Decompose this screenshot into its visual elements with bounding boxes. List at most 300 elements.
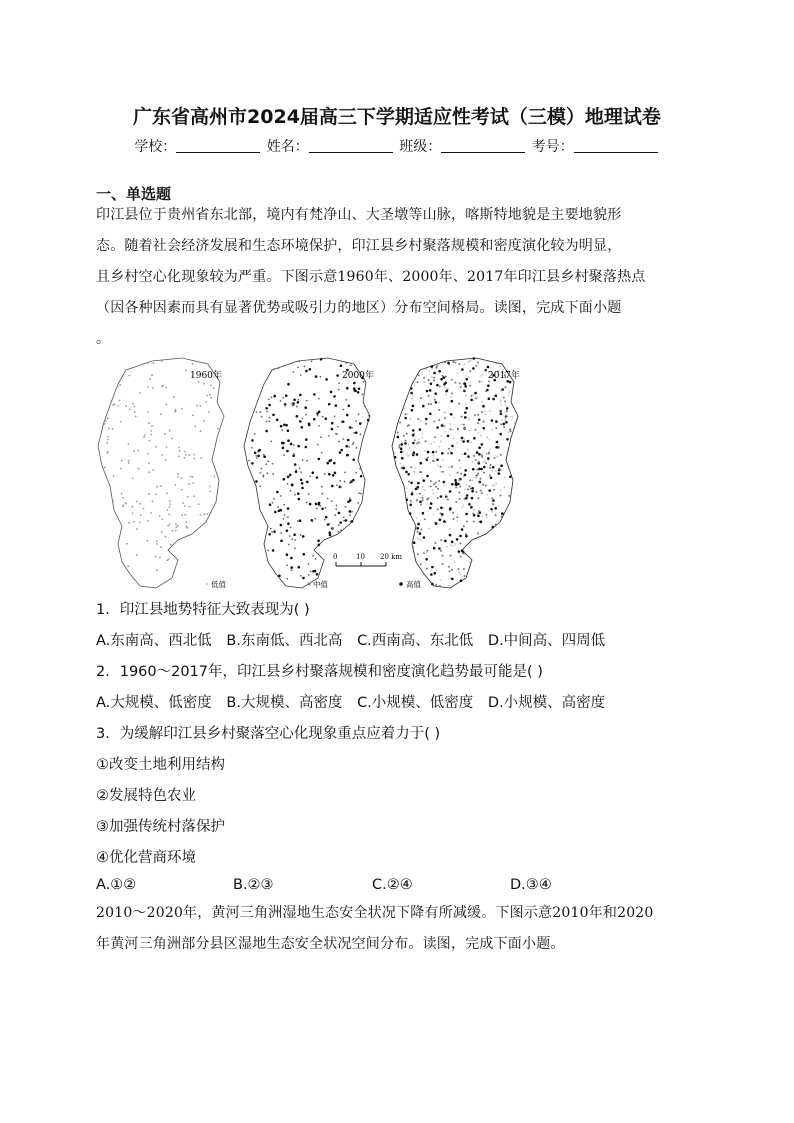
settlement-dot [458, 571, 460, 573]
settlement-dot [472, 394, 474, 396]
settlement-dot [286, 578, 288, 580]
settlement-dot [461, 416, 463, 418]
settlement-dot [268, 398, 270, 400]
settlement-dot [306, 460, 308, 462]
passage-line: 态。随着社会经济发展和生态环境保护，印江县乡村聚落规模和密度演化较为明显， [96, 238, 622, 254]
settlement-dot [122, 497, 124, 499]
settlement-dot [290, 566, 293, 569]
settlement-dot [439, 523, 441, 525]
q2-option-a[interactable]: A.大规模、低密度 [96, 695, 212, 711]
settlement-dot [328, 531, 331, 534]
settlement-dot [368, 415, 370, 417]
settlement-dot [350, 365, 352, 367]
settlement-dot [482, 427, 485, 430]
settlement-dot [465, 395, 467, 397]
settlement-dot [152, 500, 154, 502]
settlement-dot [271, 396, 273, 398]
settlement-dot [411, 501, 413, 503]
settlement-dot [434, 572, 437, 575]
class-blank[interactable] [441, 138, 525, 153]
settlement-dot [490, 367, 492, 369]
settlement-dot [495, 523, 497, 525]
settlement-dot [449, 451, 451, 453]
settlement-dot [451, 396, 453, 398]
settlement-dot [112, 501, 114, 503]
settlement-dot [308, 423, 311, 426]
settlement-dot [404, 442, 407, 445]
settlement-dot [484, 410, 486, 412]
settlement-dot [477, 497, 479, 499]
q2-option-d[interactable]: D.小规模、高密度 [487, 695, 606, 711]
settlement-dot [260, 468, 262, 470]
settlement-dot [196, 405, 198, 407]
settlement-dot [453, 518, 455, 520]
settlement-dot [478, 453, 481, 456]
settlement-dot [426, 498, 428, 500]
settlement-dot [150, 430, 152, 432]
settlement-dot [147, 520, 149, 522]
settlement-dot [352, 458, 355, 461]
settlement-dot [500, 399, 502, 401]
settlement-dot [469, 419, 471, 421]
settlement-dot [345, 362, 347, 364]
settlement-dot [422, 495, 424, 497]
settlement-dot [496, 483, 498, 485]
settlement-dot [128, 375, 130, 377]
settlement-dot [179, 450, 181, 452]
settlement-dot [286, 450, 289, 453]
settlement-dot [492, 503, 494, 505]
settlement-dot [178, 455, 180, 457]
settlement-dot [181, 477, 183, 479]
settlement-dot [478, 510, 480, 512]
settlement-dot [475, 397, 477, 399]
settlement-dot [148, 462, 150, 464]
settlement-dot [182, 502, 184, 504]
settlement-dot [453, 417, 455, 419]
settlement-dot [448, 566, 450, 568]
settlement-dot [328, 473, 331, 476]
settlement-dot [459, 486, 461, 488]
settlement-dot [500, 410, 502, 412]
settlement-dot [351, 427, 353, 429]
section-heading: 一、单选题 [96, 185, 172, 203]
settlement-dot [450, 475, 452, 477]
settlement-dot [298, 361, 300, 363]
settlement-dot [283, 504, 285, 506]
settlement-dot [435, 486, 437, 488]
settlement-dot [464, 385, 467, 388]
legend-high-symbol [399, 582, 403, 586]
settlement-dot [174, 409, 176, 411]
settlement-dot [272, 473, 274, 475]
number-blank[interactable] [574, 138, 658, 153]
settlement-dot [134, 406, 136, 408]
settlement-dot [470, 359, 472, 361]
settlement-dot [280, 524, 283, 527]
settlement-dot [429, 413, 432, 416]
settlement-dot [459, 535, 462, 538]
settlement-dot [294, 548, 296, 550]
q1-option-b[interactable]: B.东南低、西北高 [226, 633, 343, 649]
settlement-dot [190, 476, 192, 478]
settlement-dot [200, 457, 202, 459]
settlement-dot [463, 389, 465, 391]
settlement-dot [259, 472, 261, 474]
settlement-dot [155, 494, 157, 496]
settlement-dot [347, 439, 350, 442]
settlement-dot [488, 439, 490, 441]
settlement-dot [444, 387, 446, 389]
settlement-dot [468, 503, 471, 506]
settlement-dot [438, 480, 440, 482]
settlement-dot [423, 536, 426, 539]
settlement-dot [348, 446, 350, 448]
settlement-dot [138, 468, 140, 470]
settlement-dot [406, 487, 408, 489]
settlement-dot [488, 489, 491, 492]
settlement-dot [147, 453, 149, 455]
settlement-dot [428, 395, 430, 397]
settlement-dot [351, 511, 353, 513]
settlement-dot [305, 438, 308, 441]
settlement-dot [495, 420, 498, 423]
settlement-dot [409, 447, 411, 449]
settlement-dot [270, 528, 272, 530]
settlement-dot [417, 489, 419, 491]
settlement-dot [501, 512, 504, 515]
settlement-dot [184, 514, 186, 516]
settlement-dot [492, 429, 494, 431]
settlement-dot [442, 563, 444, 565]
settlement-dot [438, 419, 440, 421]
settlement-dot [483, 466, 486, 469]
settlement-dot [500, 495, 502, 497]
settlement-dot [107, 417, 109, 419]
settlement-dot [455, 362, 457, 364]
settlement-dot [175, 526, 177, 528]
settlement-dot [404, 418, 406, 420]
settlement-dot [318, 425, 320, 427]
settlement-dot [267, 550, 269, 552]
settlement-dot [505, 421, 508, 424]
settlement-dot [209, 486, 211, 488]
settlement-dot [508, 392, 510, 394]
settlement-dot [441, 452, 444, 455]
settlement-dot [414, 439, 416, 441]
map-label-2017: 2017年 [488, 371, 520, 381]
settlement-dot [297, 492, 300, 495]
settlement-dot [296, 406, 298, 408]
settlement-dot [316, 573, 319, 576]
settlement-dot [278, 367, 280, 369]
settlement-dot [485, 390, 487, 392]
settlement-dot [306, 481, 309, 484]
settlement-dot [474, 392, 477, 395]
settlement-dot [308, 574, 310, 576]
settlement-dot [422, 512, 425, 515]
settlement-dot [337, 426, 339, 428]
settlement-dot [461, 423, 463, 425]
settlement-dot [286, 564, 288, 566]
settlement-dot [410, 387, 413, 390]
settlement-dot [477, 432, 479, 434]
settlement-dot [305, 370, 308, 373]
settlement-dot [404, 440, 406, 442]
settlement-dot [426, 552, 428, 554]
settlement-dot [210, 384, 212, 386]
settlement-dot [458, 363, 460, 365]
settlement-dot [149, 440, 151, 442]
settlement-dot [487, 366, 490, 369]
settlement-dot [452, 429, 454, 431]
settlement-dot [463, 476, 465, 478]
settlement-dot [309, 368, 312, 371]
settlement-dot [495, 514, 497, 516]
settlement-dot [408, 481, 410, 483]
settlement-dot [331, 428, 334, 431]
settlement-dot [335, 508, 337, 510]
settlement-dot [514, 422, 516, 424]
settlement-dot [107, 452, 109, 454]
settlement-dot [148, 422, 150, 424]
settlement-dot [315, 503, 318, 506]
settlement-dot [476, 469, 478, 471]
settlement-dot [439, 386, 441, 388]
settlement-dot [463, 505, 465, 507]
q2-option-b[interactable]: B.大规模、高密度 [226, 695, 343, 711]
settlement-dot [362, 393, 364, 395]
settlement-dot [495, 362, 497, 364]
settlement-dot [278, 575, 281, 578]
settlement-dot [460, 556, 462, 558]
question-2-stem: 2．1960～2017年，印江县乡村聚落规模和密度演化趋势最可能是( ) [96, 664, 543, 680]
settlement-dot [441, 516, 443, 518]
settlement-dot [184, 457, 186, 459]
settlement-dot [464, 383, 467, 386]
settlement-dot [400, 451, 403, 454]
passage-line: 且乡村空心化现象较为严重。下图示意1960年、2000年、2017年印江县乡村聚落热点 [96, 269, 646, 285]
settlement-dot [471, 490, 474, 493]
q2-option-c[interactable]: C.小规模、低密度 [357, 695, 474, 711]
settlement-dot [336, 505, 338, 507]
settlement-dot [426, 550, 428, 552]
settlement-dot [473, 455, 475, 457]
settlement-dot [345, 519, 348, 522]
settlement-dot [299, 519, 302, 522]
settlement-dot [433, 372, 436, 375]
settlement-dot [435, 451, 437, 453]
name-blank[interactable] [309, 138, 393, 153]
q3-option-c[interactable]: C.②④ [372, 877, 413, 893]
settlement-dot [318, 458, 321, 461]
settlement-dot [476, 451, 479, 454]
settlement-dot [335, 433, 337, 435]
settlement-dot [293, 404, 295, 406]
settlement-dot [210, 397, 212, 399]
settlement-dot [503, 426, 505, 428]
settlement-dot [464, 488, 466, 490]
settlement-dot [458, 553, 460, 555]
settlement-dot [155, 446, 157, 448]
settlement-dot [112, 428, 114, 430]
settlement-dot [440, 539, 442, 541]
settlement-dot [444, 417, 446, 419]
settlement-dot [422, 486, 424, 488]
settlement-dot [280, 425, 283, 428]
settlement-dot [327, 498, 329, 500]
settlement-dot [185, 521, 187, 523]
settlement-dot [343, 517, 345, 519]
settlement-dot [280, 540, 283, 543]
settlement-dot [432, 454, 434, 456]
settlement-dot [428, 379, 430, 381]
settlement-dot [139, 503, 141, 505]
settlement-dot [194, 454, 196, 456]
settlement-dot [510, 491, 512, 493]
settlement-dot [454, 483, 457, 486]
settlement-dot [430, 403, 432, 405]
settlement-dot [469, 479, 471, 481]
q1-option-c[interactable]: C.西南高、东北低 [357, 633, 474, 649]
settlement-dot [348, 405, 351, 408]
settlement-dot [412, 429, 415, 432]
settlement-dot [420, 420, 422, 422]
settlement-dot [419, 493, 421, 495]
settlement-dot [484, 369, 486, 371]
settlement-dot [472, 367, 475, 370]
settlement-dot [479, 478, 481, 480]
settlement-dot [478, 468, 481, 471]
settlement-dot [494, 484, 496, 486]
settlement-dot [418, 439, 420, 441]
settlement-dot [317, 415, 319, 417]
q1-option-d[interactable]: D.中间高、四周低 [487, 633, 606, 649]
settlement-dot [261, 416, 263, 418]
settlement-dot [417, 553, 419, 555]
settlement-dot [312, 555, 314, 557]
settlement-dot [428, 528, 430, 530]
settlement-dot [470, 488, 472, 490]
settlement-dot [272, 463, 274, 465]
settlement-dot [317, 444, 319, 446]
settlement-dot [358, 413, 360, 415]
q1-option-a[interactable]: A.东南高、西北低 [96, 633, 212, 649]
settlement-dot [509, 476, 512, 479]
settlement-dot [160, 546, 162, 548]
settlement-dot [331, 422, 334, 425]
settlement-dot [318, 398, 320, 400]
settlement-dot [435, 482, 437, 484]
settlement-dot [504, 400, 506, 402]
settlement-dot [423, 479, 426, 482]
settlement-dot [508, 432, 510, 434]
settlement-dot [324, 473, 326, 475]
settlement-dot [258, 449, 261, 452]
settlement-dot [482, 374, 484, 376]
settlement-dot [418, 442, 420, 444]
q3-option-b[interactable]: B.②③ [233, 877, 274, 893]
settlement-dot [328, 403, 331, 406]
settlement-dot [481, 401, 483, 403]
settlement-dot [443, 425, 445, 427]
settlement-dot [193, 458, 195, 460]
settlement-dot [433, 460, 435, 462]
settlement-dot [105, 420, 107, 422]
q3-option-a[interactable]: A.①② [96, 877, 137, 893]
settlement-dot [268, 404, 271, 407]
settlement-dot [426, 368, 428, 370]
settlement-dot [477, 422, 479, 424]
settlement-dot [289, 474, 292, 477]
settlement-dot [500, 469, 502, 471]
settlement-dot [444, 540, 447, 543]
q3-option-d[interactable]: D.③④ [510, 877, 552, 893]
settlement-dot [494, 457, 496, 459]
settlement-dot [328, 435, 330, 437]
settlement-dot [451, 393, 453, 395]
settlement-dot [452, 361, 454, 363]
settlement-dot [412, 546, 414, 548]
settlement-dot [506, 407, 509, 410]
settlement-dot [168, 513, 170, 515]
settlement-dot [159, 557, 161, 559]
class-label: 班级： [399, 139, 442, 155]
settlement-dot [169, 503, 171, 505]
school-blank[interactable] [176, 138, 260, 153]
settlement-dot [325, 378, 328, 381]
settlement-dot [451, 578, 454, 581]
settlement-dot [286, 529, 289, 532]
settlement-dot [290, 557, 293, 560]
settlement-dot [486, 494, 488, 496]
settlement-dot [397, 436, 400, 439]
settlement-dot [488, 397, 491, 400]
settlement-dot [492, 466, 495, 469]
settlement-dot [432, 451, 435, 454]
settlement-dot [483, 421, 485, 423]
settlement-dot [463, 552, 465, 554]
settlement-dot [332, 527, 334, 529]
settlement-dot [213, 387, 215, 389]
settlement-dot [469, 485, 471, 487]
q3-item-4: ④优化营商环境 [96, 850, 196, 866]
settlement-dot [419, 428, 422, 431]
settlement-dot [274, 511, 277, 514]
legend-high-label: 高值 [406, 580, 421, 589]
settlement-dot [345, 445, 348, 448]
settlement-dot [169, 506, 171, 508]
settlement-dot [410, 418, 412, 420]
settlement-dot [473, 521, 475, 523]
settlement-dot [443, 376, 446, 379]
settlement-dot [272, 549, 275, 552]
settlement-dot [411, 398, 413, 400]
settlement-dot [422, 499, 424, 501]
settlement-dot [474, 400, 476, 402]
settlement-dot [450, 452, 453, 455]
settlement-dot [184, 505, 186, 507]
settlement-dot [306, 502, 308, 504]
settlement-dot [423, 381, 425, 383]
settlement-dot [419, 539, 421, 541]
settlement-dot [429, 507, 432, 510]
settlement-dot [477, 473, 479, 475]
settlement-dot [287, 383, 290, 386]
settlement-dot [320, 358, 323, 361]
settlement-dot [491, 497, 493, 499]
question-3-stem: 3．为缓解印江县乡村聚落空心化现象重点应着力于( ) [96, 726, 441, 742]
